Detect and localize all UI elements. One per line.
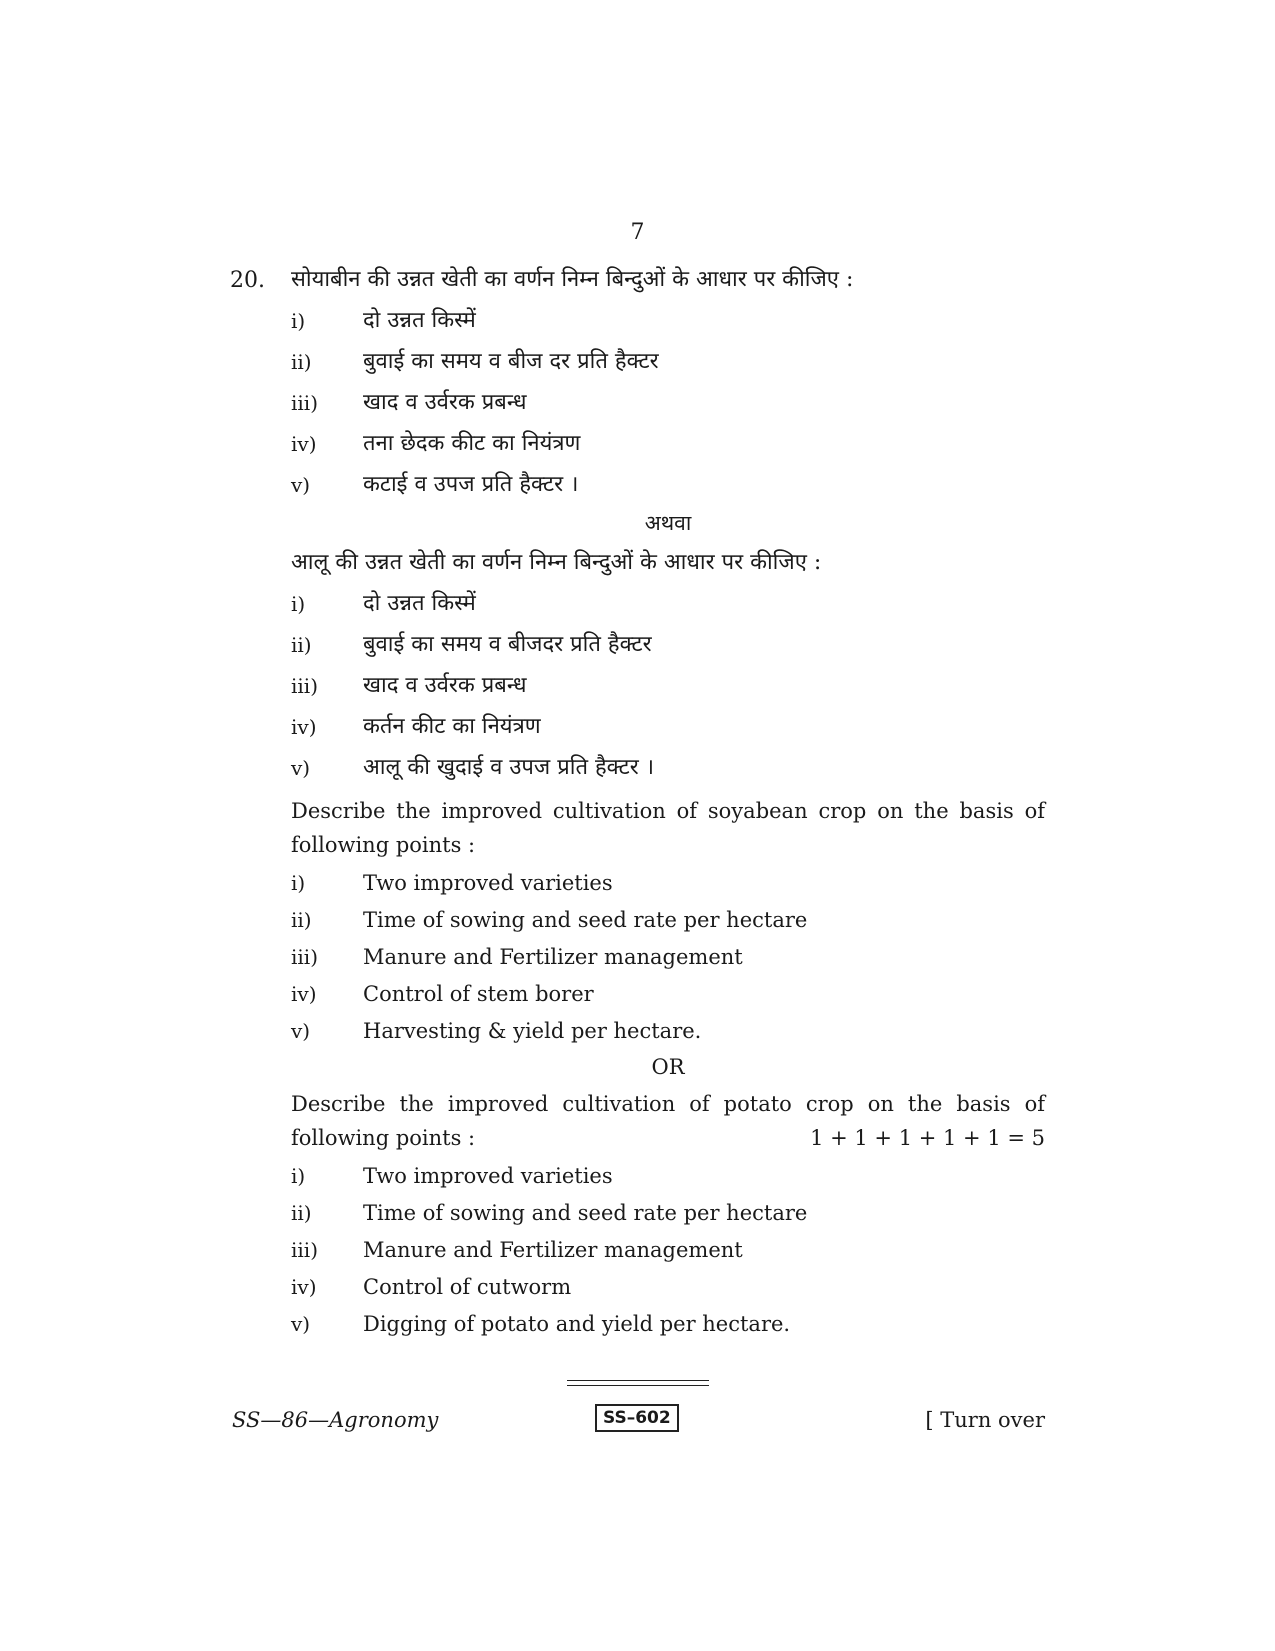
item-number: iv): [291, 982, 317, 1006]
item-text: बुवाई का समय व बीज दर प्रति हैक्टर: [363, 349, 659, 374]
english-soyabean-intro-line2: following points :: [291, 833, 476, 857]
hindi-potato-list: [291, 588, 1045, 784]
item-text: तना छेदक कीट का नियंत्रण: [363, 431, 581, 456]
item-number: i): [291, 871, 306, 895]
english-potato-intro-line2: following points :: [291, 1126, 476, 1150]
list-item: [291, 1271, 1045, 1303]
item-number: i): [291, 592, 306, 616]
list-item: [291, 941, 1045, 973]
item-text: कर्तन कीट का नियंत्रण: [363, 714, 541, 739]
item-number: iv): [291, 715, 317, 739]
item-text: Time of sowing and seed rate per hectare: [363, 908, 808, 932]
item-number: ii): [291, 908, 312, 932]
list-item: [291, 387, 1045, 419]
item-number: v): [291, 756, 311, 780]
item-number: v): [291, 473, 311, 497]
hindi-soyabean-list: [291, 305, 1045, 501]
item-number: ii): [291, 633, 312, 657]
item-text: Manure and Fertilizer management: [363, 945, 743, 969]
item-text: Manure and Fertilizer management: [363, 1238, 743, 1262]
footer-turn-over: [ Turn over: [925, 1408, 1045, 1432]
english-soyabean-list: [291, 867, 1045, 1047]
item-text: Harvesting & yield per hectare.: [363, 1019, 702, 1043]
item-text: Time of sowing and seed rate per hectare: [363, 1201, 808, 1225]
item-number: v): [291, 1019, 311, 1043]
page-number: 7: [630, 220, 645, 245]
item-text: बुवाई का समय व बीजदर प्रति हैक्टर: [363, 632, 652, 657]
item-text: खाद व उर्वरक प्रबन्ध: [363, 673, 527, 698]
list-item: [291, 711, 1045, 743]
list-item: [291, 346, 1045, 378]
item-text: दो उन्नत किस्में: [363, 308, 476, 333]
list-item: [291, 904, 1045, 936]
item-text: खाद व उर्वरक प्रबन्ध: [363, 390, 527, 415]
list-item: [291, 588, 1045, 620]
item-number: iii): [291, 391, 318, 415]
list-item: [291, 1197, 1045, 1229]
item-number: iv): [291, 1275, 317, 1299]
footer-paper-code: SS–602: [595, 1404, 679, 1432]
english-potato-list: [291, 1160, 1045, 1340]
item-number: ii): [291, 350, 312, 374]
item-text: Two improved varieties: [363, 871, 613, 895]
question-number: 20.: [230, 268, 265, 293]
item-number: v): [291, 1312, 311, 1336]
english-potato-intro-line2-row: [291, 1121, 1045, 1155]
list-item: [291, 428, 1045, 460]
list-item: [291, 1015, 1045, 1047]
item-text: दो उन्नत किस्में: [363, 591, 476, 616]
question-content: [291, 264, 1045, 1340]
list-item: [291, 1160, 1045, 1192]
item-number: iii): [291, 945, 318, 969]
item-number: iii): [291, 1238, 318, 1262]
list-item: [291, 670, 1045, 702]
item-number: ii): [291, 1201, 312, 1225]
hindi-soyabean-intro: सोयाबीन की उन्नत खेती का वर्णन निम्न बिन्दुओं के आधार पर कीजिए :: [291, 267, 854, 292]
list-item: [291, 469, 1045, 501]
list-item: [291, 752, 1045, 784]
english-soyabean-intro-line1: Describe the improved cultivation of soyabean crop on the basis of: [291, 799, 1045, 823]
list-item: [291, 629, 1045, 661]
item-text: Control of cutworm: [363, 1275, 572, 1299]
english-or-separator: OR: [651, 1055, 685, 1079]
end-of-question-rule: [567, 1380, 709, 1386]
item-number: iii): [291, 674, 318, 698]
hindi-potato-intro: आलू की उन्नत खेती का वर्णन निम्न बिन्दुओं के आधार पर कीजिए :: [291, 550, 822, 575]
page-footer: [232, 1404, 1045, 1438]
item-text: कटाई व उपज प्रति हैक्टर ।: [363, 472, 579, 497]
item-number: i): [291, 1164, 306, 1188]
list-item: [291, 305, 1045, 337]
item-text: Control of stem borer: [363, 982, 594, 1006]
marks-allocation: 1 + 1 + 1 + 1 + 1 = 5: [810, 1126, 1045, 1150]
item-number: i): [291, 309, 306, 333]
item-text: Two improved varieties: [363, 1164, 613, 1188]
item-text: आलू की खुदाई व उपज प्रति हैक्टर ।: [363, 755, 655, 780]
item-number: iv): [291, 432, 317, 456]
english-potato-intro-line1: Describe the improved cultivation of potato crop on the basis of: [291, 1092, 1045, 1116]
list-item: [291, 1308, 1045, 1340]
item-text: Digging of potato and yield per hectare.: [363, 1312, 791, 1336]
footer-paper-name: SS—86—Agronomy: [232, 1408, 439, 1432]
hindi-or-separator: अथवा: [644, 511, 692, 535]
list-item: [291, 1234, 1045, 1266]
list-item: [291, 867, 1045, 899]
list-item: [291, 978, 1045, 1010]
